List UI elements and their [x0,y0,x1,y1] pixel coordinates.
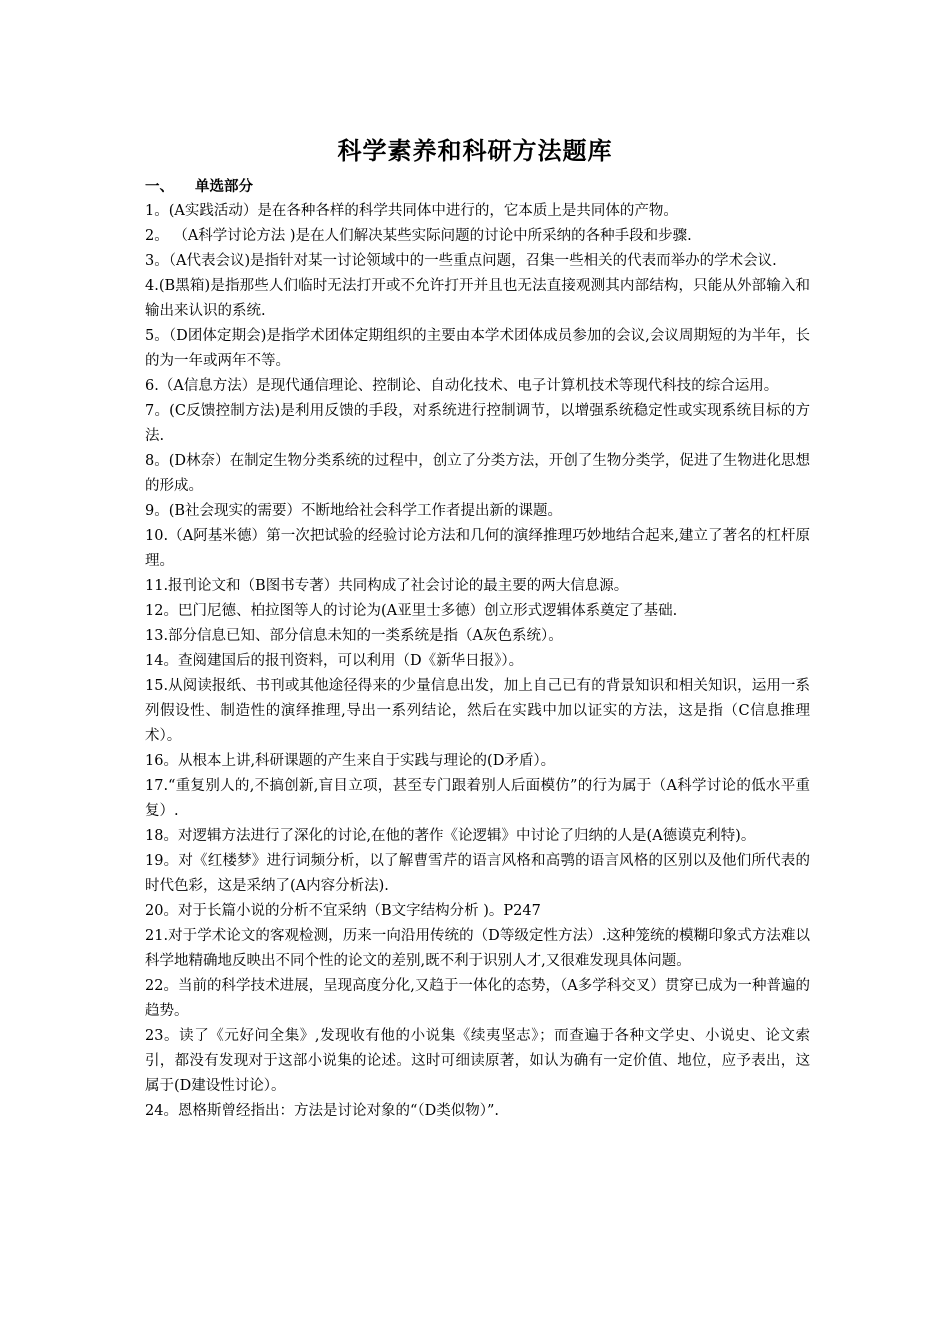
question-item: 20。对于长篇小说的分析不宜采纳（B文字结构分析 )。P247 [145,903,541,919]
question-item: 4.(B黑箱)是指那些人们临时无法打开或不允许打开并且也无法直接观测其内部结构，只能从外部输入和输出来认识的系统. [145,278,810,319]
question-item: 13.部分信息已知、部分信息未知的一类系统是指（A灰色系统）。 [145,628,563,644]
document-title: 科学素养和科研方法题库 [337,137,613,165]
section-number: 一、 [145,179,174,195]
question-item: 23。读了《元好问全集》,发现收有他的小说集《续夷坚志》；而查遍于各种文学史、小说史、论文索引，都没有发现对于这部小说集的论述。这时可细读原著，如认为确有一定价值、地位，应予表出，这属于(D建设性讨论）。 [145,1028,810,1094]
question-list [145,199,810,1124]
question-item: 2。 （A科学讨论方法 )是在人们解决某些实际问题的讨论中所采纳的各种手段和步骤. [145,228,692,244]
question-item: 3。（A代表会议)是指针对某一讨论领域中的一些重点问题，召集一些相关的代表而举办的学术会议. [145,253,777,269]
question-item: 19。对《红楼梦》进行词频分析，以了解曹雪芹的语言风格和高鹗的语言风格的区别以及他们所代表的时代色彩，这是采纳了(A内容分析法). [145,853,810,894]
question-item: 5。（D团体定期会)是指学术团体定期组织的主要由本学术团体成员参加的会议,会议周期短的为半年，长的为一年或两年不等。 [145,328,810,369]
question-item: 21.对于学术论文的客观检测，历来一向沿用传统的（D等级定性方法）.这种笼统的模糊印象式方法难以科学地精确地反映出不同个性的论文的差别,既不利于识别人才,又很难发现具体问题。 [145,928,810,969]
question-item: 10.（A阿基米德）第一次把试验的经验讨论方法和几何的演绎推理巧妙地结合起来,建立了著名的杠杆原理。 [145,528,810,569]
question-item: 14。查阅建国后的报刊资料，可以利用（D《新华日报》）。 [145,653,524,669]
question-item: 18。对逻辑方法进行了深化的讨论,在他的著作《论逻辑》中讨论了归纳的人是(A德谟克利特)。 [145,828,756,844]
question-item: 24。恩格斯曾经指出：方法是讨论对象的“（D类似物）”. [145,1103,500,1119]
question-item: 22。当前的科学技术进展，呈现高度分化,又趋于一体化的态势，（A多学科交叉）贯穿已成为一种普遍的趋势。 [145,978,810,1019]
question-item: 17.“重复别人的,不搞创新,盲目立项，甚至专门跟着别人后面模仿”的行为属于（A科学讨论的低水平重复）. [145,778,810,819]
question-item: 11.报刊论文和（B图书专著）共同构成了社会讨论的最主要的两大信息源。 [145,578,629,594]
section-label: 单选部分 [195,179,253,195]
question-item: 9。(B社会现实的需要）不断地给社会科学工作者提出新的课题。 [145,503,563,519]
question-item: 7。(C反馈控制方法)是利用反馈的手段，对系统进行控制调节，以增强系统稳定性或实现系统目标的方法. [145,403,810,444]
question-item: 15.从阅读报纸、书刊或其他途径得来的少量信息出发，加上自己已有的背景知识和相关知识，运用一系列假设性、制造性的演绎推理,导出一系列结论，然后在实践中加以证实的方法，这是指（C信息推理术）。 [145,678,810,744]
question-item: 12。巴门尼德、柏拉图等人的讨论为(A亚里士多德）创立形式逻辑体系奠定了基础. [145,603,678,619]
question-item: 8。(D林奈）在制定生物分类系统的过程中，创立了分类方法，开创了生物分类学，促进了生物进化思想的形成。 [145,453,810,494]
question-item: 16。从根本上讲,科研课题的产生来自于实践与理论的(D矛盾）。 [145,753,556,769]
section-heading [145,175,253,199]
question-item: 1。(A实践活动）是在各种各样的科学共同体中进行的，它本质上是共同体的产物。 [145,203,678,219]
question-item: 6.（A信息方法）是现代通信理论、控制论、自动化技术、电子计算机技术等现代科技的综合运用。 [145,378,779,394]
